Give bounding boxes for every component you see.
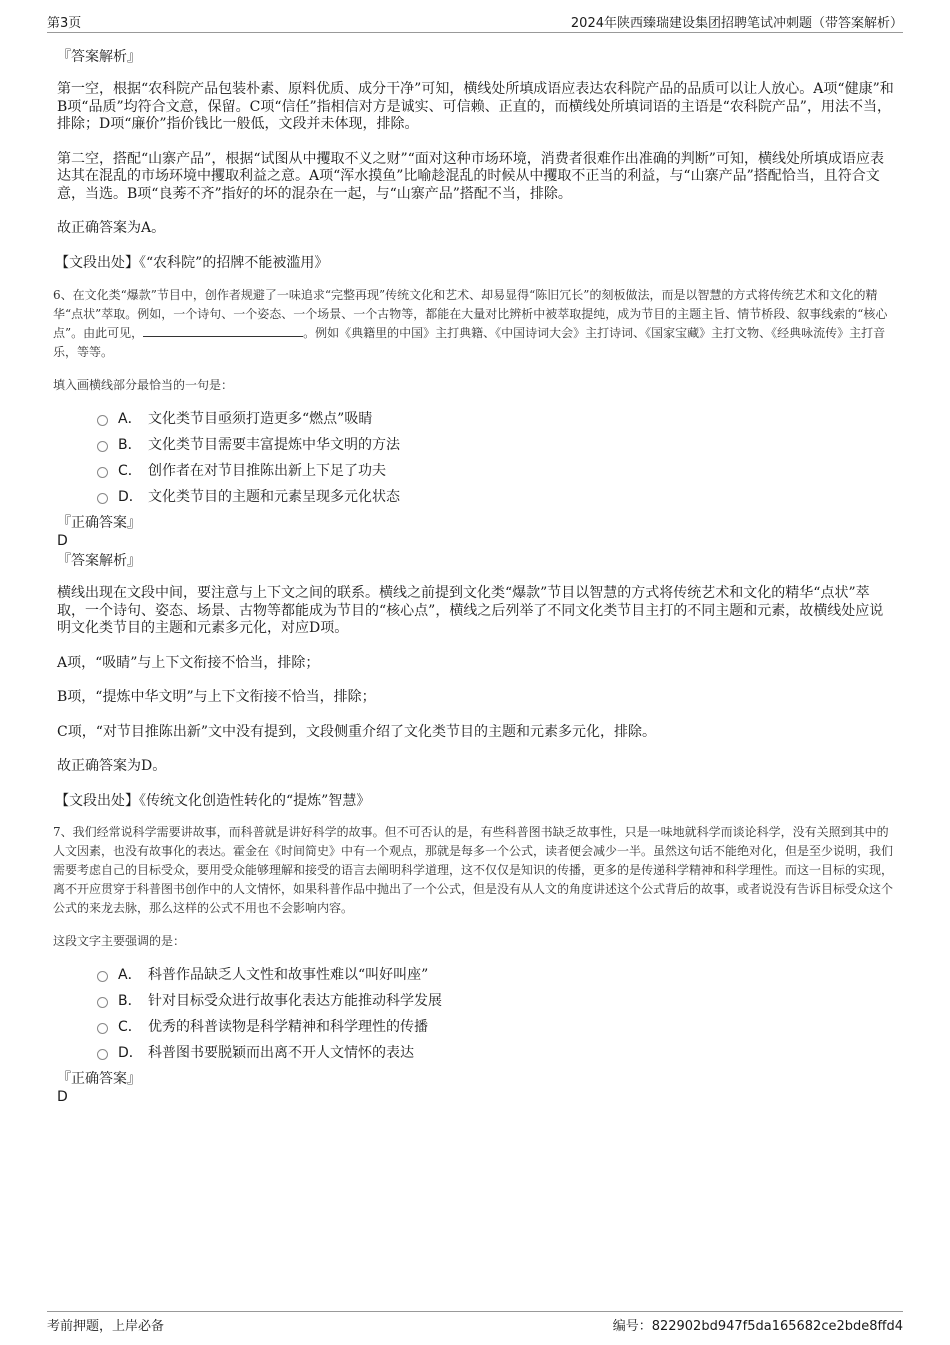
q6-options	[57, 406, 895, 510]
q6-question-text: 6、在文化类“爆款”节目中，创作者规避了一味追求“完整再现”传统文化和艺术、却易显得“陈旧冗长”的刻板做法，而是以智慧的方式将传统艺术和文化的精华“点状”萃取。例如，一个诗句、一个姿态、一个场景、一个古物等，都能在大量对比辨析中被萃取提纯，成为节目的主题主旨、情节桥段、叙事线索的“核心点”。由此可见， 。例如《典籍里的中国》主打典籍、《中国诗词大会》主打诗词、《国家宝藏》主打文物、《经典咏流传》主打音乐，等等。	[53, 288, 888, 359]
q6-note-b: B项，“提炼中华文明”与上下文衔接不恰当，排除；	[57, 689, 376, 705]
page-number: 第3页	[47, 16, 82, 31]
radio-icon[interactable]	[97, 971, 108, 982]
q5-analysis-para2: 第二空，搭配“山寨产品”，根据“试图从中攫取不义之财”“面对这种市场环境，消费者很难作出准确的判断”可知，横线处所填成语应表达其在混乱的市场环境中攫取利益之意。A项“浑水摸鱼”比喻趁混乱的时候从中攫取不正当的利益，与“山寨产品”搭配恰当，且符合文意，当选。B项“良莠不齐”指好的坏的混杂在一起，与“山寨产品”搭配不当，排除。	[57, 150, 884, 202]
radio-icon[interactable]	[97, 415, 108, 426]
fill-blank	[143, 324, 303, 337]
q6-answer: D	[57, 533, 68, 549]
page-header	[47, 12, 903, 33]
q7-options	[57, 962, 895, 1066]
q7-question-text: 7、我们经常说科学需要讲故事，而科普就是讲好科学的故事。但不可否认的是，有些科普图书缺乏故事性，只是一味地就科学而谈论科学，没有关照到其中的人文因素，也没有故事化的表达。霍金在《时间简史》中有一个观点，那就是每多一个公式，读者便会减少一半。虽然这句话不能绝对化，但是至少说明，我们需要考虑自己的目标受众，要用受众能够理解和接受的语言去阐明科学道理，这不仅仅是知识的传播，更多的是传递科学精神和科学理性。而这一目标的实现，离不开应贯穿于科普图书创作中的人文情怀，如果科普作品中抛出了一个公式，但是没有从人文的角度讲述这个公式背后的故事，或者说没有告诉目标受众这个公式的来龙去脉，那么这样的公式不用也不会影响内容。	[53, 825, 894, 915]
radio-icon[interactable]	[97, 493, 108, 504]
page-footer	[47, 1311, 903, 1334]
q6-option-d[interactable]: D． 文化类节目的主题和元素呈现多元化状态	[97, 484, 895, 510]
q6-analysis: 横线出现在文段中间，要注意与上下文之间的联系。横线之前提到文化类“爆款”节目以智慧的方式将传统艺术和文化的精华“点状”萃取，一个诗句、姿态、场景、古物等都能成为节目的“核心点”，横线之后列举了不同文化类节目主打的不同主题和元素，故横线处应说明文化类节目的主题和元素多元化，对应D项。	[57, 585, 884, 636]
q7-answer-tag: 『正确答案』	[57, 1071, 141, 1087]
q6-note-c: C项，“对节目推陈出新”文中没有提到，文段侧重介绍了文化类节目的主题和元素多元化，排除。	[57, 723, 657, 740]
q6-option-b[interactable]: B． 文化类节目需要丰富提炼中华文明的方法	[97, 432, 895, 458]
footer-slogan: 考前押题，上岸必备	[47, 1319, 165, 1334]
q6-answer-tag: 『正确答案』	[57, 515, 141, 531]
q7-option-a[interactable]: A． 科普作品缺乏人文性和故事性难以“叫好叫座”	[97, 962, 895, 988]
q7-prompt: 这段文字主要强调的是：	[53, 934, 186, 948]
radio-icon[interactable]	[97, 441, 108, 452]
document-title: 2024年陕西臻瑞建设集团招聘笔试冲刺题（带答案解析）	[570, 16, 903, 31]
radio-icon[interactable]	[97, 1023, 108, 1034]
q7-option-b[interactable]: B． 针对目标受众进行故事化表达方能推动科学发展	[97, 988, 895, 1014]
q7-option-c[interactable]: C． 优秀的科普读物是科学精神和科学理性的传播	[97, 1014, 895, 1040]
q5-analysis-tag: 『答案解析』	[57, 49, 141, 65]
q7-option-d[interactable]: D． 科普图书要脱颖而出离不开人文情怀的表达	[97, 1040, 895, 1066]
q6-note-a: A项，“吸睛”与上下文衔接不恰当，排除；	[57, 654, 320, 671]
q5-conclusion: 故正确答案为A。	[57, 220, 166, 236]
q6-option-a[interactable]: A． 文化类节目亟须打造更多“燃点”吸睛	[97, 406, 895, 432]
q6-conclusion: 故正确答案为D。	[57, 758, 167, 774]
radio-icon[interactable]	[97, 467, 108, 478]
q6-option-c[interactable]: C． 创作者在对节目推陈出新上下足了功夫	[97, 458, 895, 484]
page-content	[53, 48, 895, 1106]
q7-answer: D	[57, 1089, 68, 1105]
radio-icon[interactable]	[97, 997, 108, 1008]
q6-analysis-tag: 『答案解析』	[57, 553, 141, 569]
q6-source: 【文段出处】《传统文化创造性转化的“提炼”智慧》	[55, 792, 371, 809]
radio-icon[interactable]	[97, 1049, 108, 1060]
document-id: 编号：822902bd947f5da165682ce2bde8ffd4	[612, 1319, 903, 1334]
q5-analysis-para1: 第一空，根据“农科院产品包装朴素、原料优质、成分干净”可知，横线处所填成语应表达农科院产品的品质可以让人放心。A项“健康”和B项“品质”均符合文意，保留。C项“信任”指相信对方是诚实、可信赖、正直的，而横线处所填词语的主语是“农科院产品”，用法不当，排除；D项“廉价”指价钱比一般低，文段并未体现，排除。	[57, 81, 894, 132]
q5-source: 【文段出处】《“农科院”的招牌不能被滥用》	[55, 254, 329, 271]
q6-prompt: 填入画横线部分最恰当的一句是：	[53, 378, 234, 392]
